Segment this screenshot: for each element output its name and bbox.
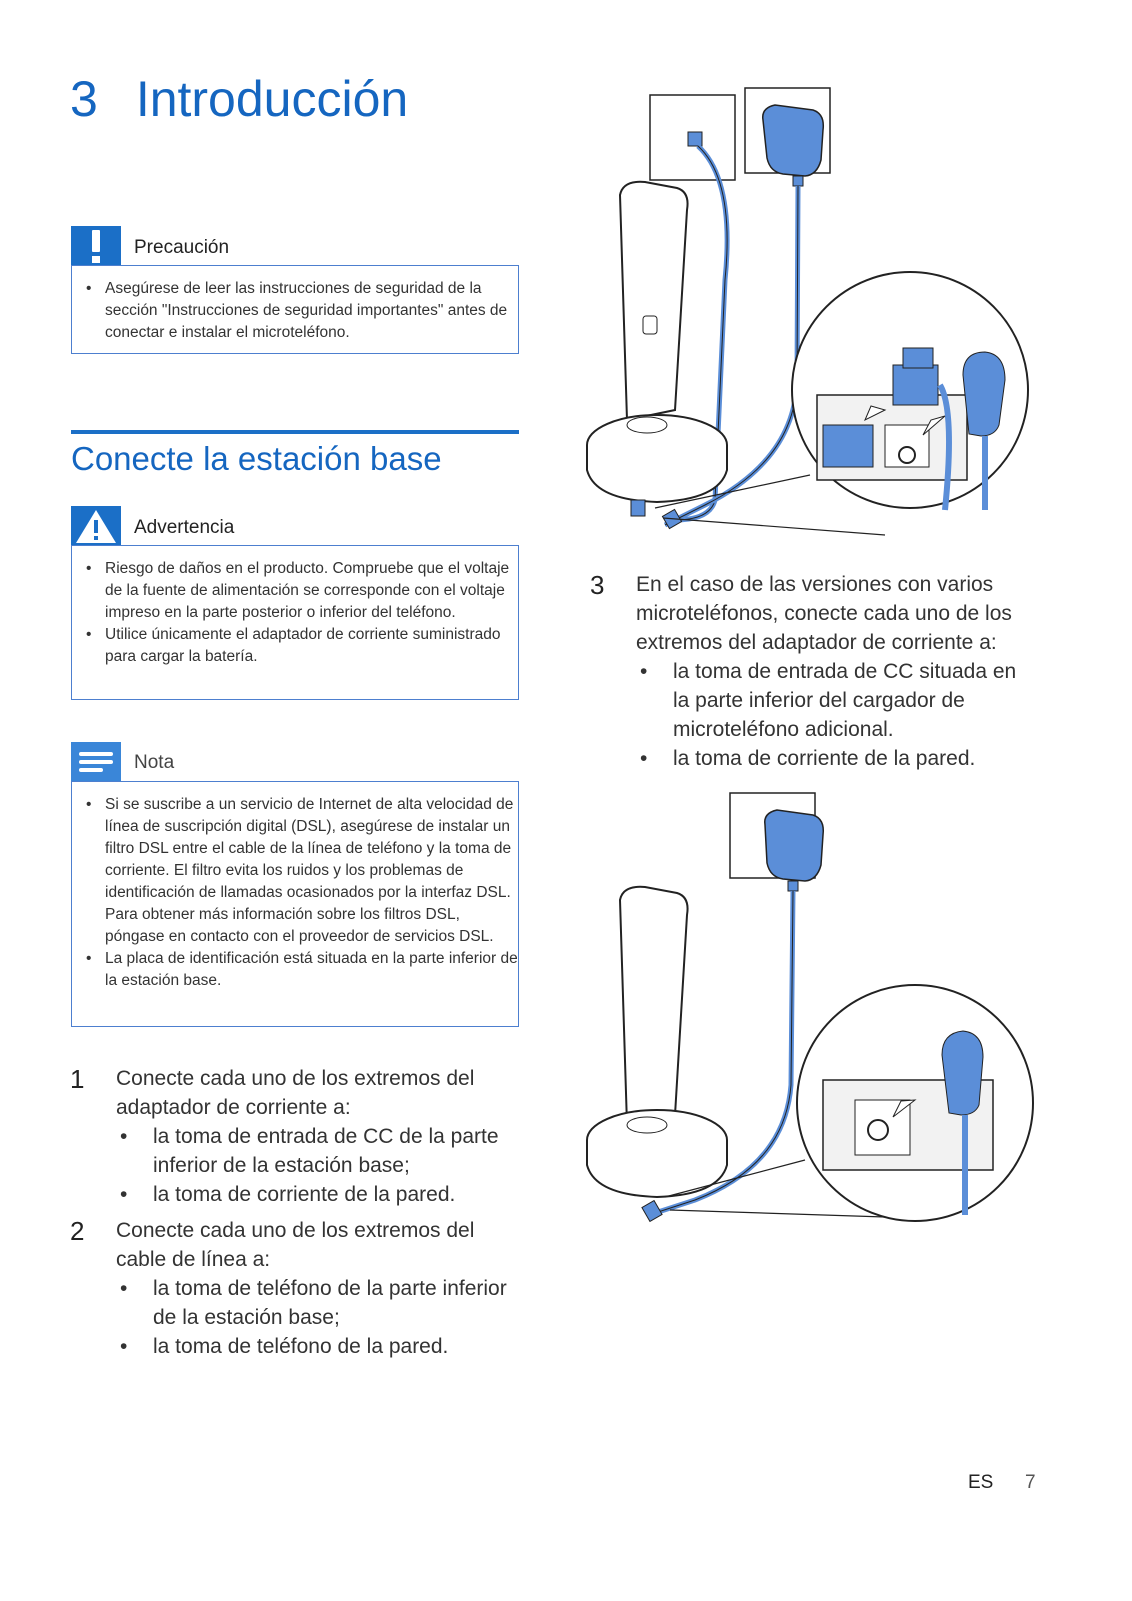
section-rule (71, 430, 519, 434)
warning-item: • Utilice únicamente el adaptador de corriente suministrado para cargar la batería. (72, 624, 518, 668)
step-number: 3 (590, 570, 605, 600)
warning-item: • Riesgo de daños en el producto. Compruebe que el voltaje de la fuente de alimentación se corresponde con el voltaje impreso en la parte posterior o inferior del teléfono. (72, 558, 518, 624)
note-header (71, 742, 519, 782)
step-2 (70, 1216, 520, 1361)
step-number: 1 (70, 1064, 85, 1094)
step-text: Conecte cada uno de los extremos del cable de línea a: (116, 1219, 475, 1271)
step-item: • la toma de entrada de CC de la parte inferior de la estación base; (116, 1122, 520, 1180)
warning-header (71, 506, 519, 546)
extra-charger-connection-illustration (585, 785, 1045, 1235)
note-item: • Si se suscribe a un servicio de Internet de alta velocidad de línea de suscripción digital (DSL), asegúrese de instalar un filtro DSL entre el cable de la línea de teléfono y la toma de corriente. El filtro evita los ruidos y los problemas de identificación de llamadas ocasionados por la interfaz DSL. Para obtener más información sobre los filtros DSL, póngase en contacto con el proveedor de servicios DSL. (72, 794, 518, 948)
warning-triangle-icon (71, 506, 121, 546)
caution-box (71, 265, 519, 354)
warning-box (71, 545, 519, 700)
caution-label: Precaución (134, 237, 230, 258)
step-text: Conecte cada uno de los extremos del adaptador de corriente a: (116, 1067, 475, 1119)
step-3 (590, 570, 1030, 773)
note-lines-icon (71, 742, 121, 782)
page-number: 7 (1025, 1472, 1036, 1493)
section-title: Conecte la estación base (71, 440, 442, 477)
note-box (71, 781, 519, 1027)
step-item: • la toma de corriente de la pared. (636, 744, 1030, 773)
caution-item: • Asegúrese de leer las instrucciones de seguridad de la sección "Instrucciones de seguridad importantes" antes de conectar e instalar el microteléfono. (72, 278, 518, 344)
step-item: • la toma de entrada de CC situada en la parte inferior del cargador de microteléfono adicional. (636, 657, 1030, 744)
note-label: Nota (134, 752, 175, 773)
step-item: • la toma de teléfono de la pared. (116, 1332, 520, 1361)
step-item: • la toma de corriente de la pared. (116, 1180, 520, 1209)
chapter-title-text: Introducción (135, 71, 409, 127)
step-text: En el caso de las versiones con varios microteléfonos, conecte cada uno de los extremos del adaptador de corriente a: (636, 573, 1012, 654)
base-station-connection-illustration (585, 80, 1045, 550)
step-1 (70, 1064, 520, 1209)
footer-language: ES (968, 1472, 994, 1493)
caution-header (71, 226, 519, 266)
note-item: • La placa de identificación está situada en la parte inferior de la estación base. (72, 948, 518, 992)
warning-label: Advertencia (134, 517, 235, 538)
step-number: 2 (70, 1216, 85, 1246)
chapter-title (70, 70, 408, 128)
exclamation-icon (71, 226, 121, 266)
chapter-number: 3 (70, 71, 98, 127)
step-item: • la toma de teléfono de la parte inferior de la estación base; (116, 1274, 520, 1332)
